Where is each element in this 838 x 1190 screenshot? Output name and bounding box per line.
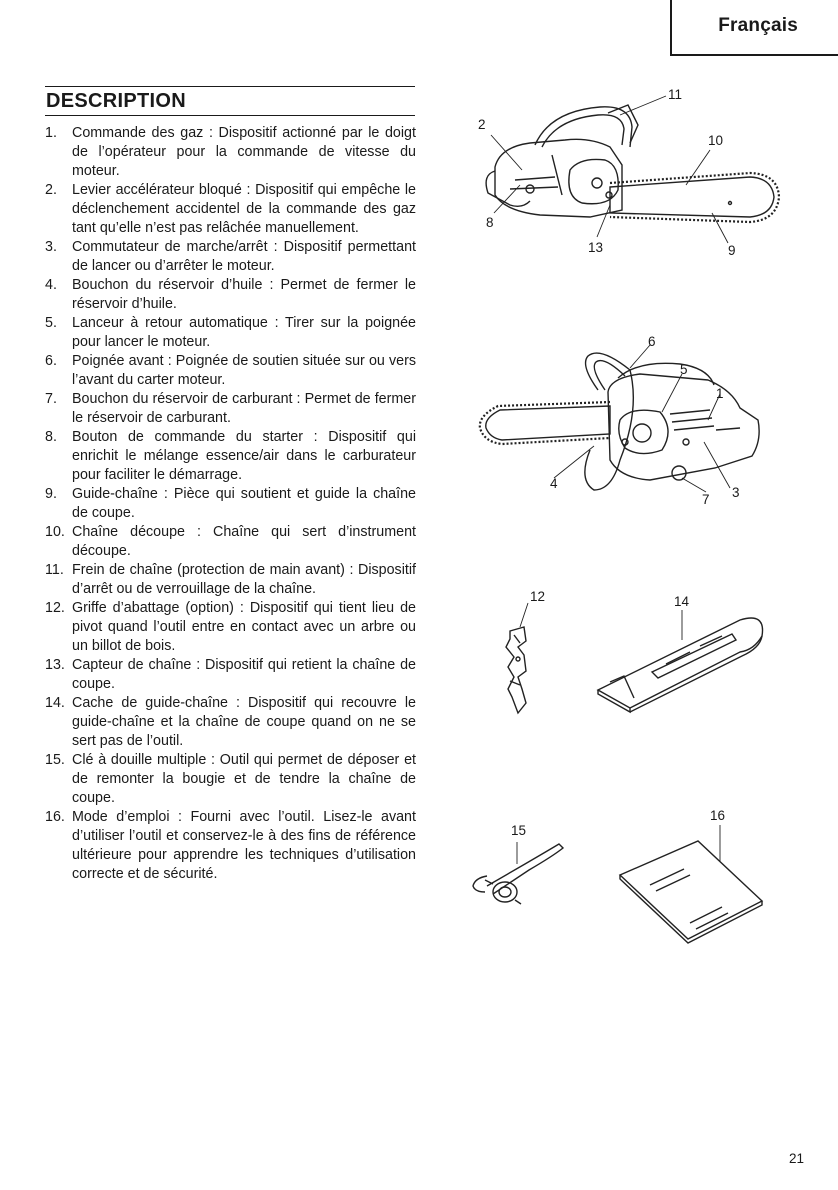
list-item bbox=[45, 352, 416, 390]
item-text: Chaîne découpe : Chaîne qui sert d’instrument découpe. bbox=[72, 524, 416, 559]
item-number: 5. bbox=[45, 315, 57, 331]
callout-1: 1 bbox=[716, 386, 724, 401]
list-item bbox=[45, 390, 416, 428]
section-title: DESCRIPTION bbox=[46, 90, 186, 112]
bar-cover-figure bbox=[590, 590, 770, 715]
chainsaw-left-view-figure bbox=[470, 85, 838, 260]
callout-4: 4 bbox=[550, 476, 558, 491]
list-item bbox=[45, 561, 416, 599]
felling-dog-drawing bbox=[480, 585, 570, 720]
callout-14: 14 bbox=[674, 594, 690, 609]
manual-figure bbox=[610, 805, 770, 945]
chainsaw-right-view-drawing bbox=[470, 330, 770, 515]
section-heading bbox=[45, 86, 415, 116]
item-number: 4. bbox=[45, 277, 57, 293]
list-item bbox=[45, 276, 416, 314]
item-text: Bouchon du réservoir de carburant : Permet de fermer le réservoir de carburant. bbox=[72, 391, 416, 426]
list-item bbox=[45, 428, 416, 485]
wrench-figure bbox=[465, 820, 575, 915]
item-text: Poignée avant : Poignée de soutien située sur ou vers l’avant du carter moteur. bbox=[72, 353, 416, 388]
list-item bbox=[45, 314, 416, 352]
list-item bbox=[45, 124, 416, 181]
item-number: 7. bbox=[45, 391, 57, 407]
item-number: 2. bbox=[45, 182, 57, 198]
item-text: Clé à douille multiple : Outil qui permet de déposer et de remonter la bougie et de tendre la chaîne de coupe. bbox=[72, 752, 416, 806]
callout-13: 13 bbox=[588, 240, 604, 255]
callout-10: 10 bbox=[708, 133, 724, 148]
chainsaw-right-view-figure bbox=[470, 330, 770, 515]
item-number: 1. bbox=[45, 125, 57, 141]
item-number: 9. bbox=[45, 486, 57, 502]
description-list bbox=[45, 124, 416, 884]
list-item bbox=[45, 485, 416, 523]
list-item bbox=[45, 808, 416, 884]
list-item bbox=[45, 523, 416, 561]
item-number: 3. bbox=[45, 239, 57, 255]
chainsaw-left-view-drawing bbox=[470, 85, 838, 260]
item-number: 12. bbox=[45, 600, 65, 616]
item-text: Levier accélérateur bloqué : Dispositif qui empêche le déclenchement accidentel de la commande des gaz tant qu’elle n’est pas relâchée manuellement. bbox=[72, 182, 416, 236]
item-text: Bouton de commande du starter : Dispositif qui enrichit le mélange essence/air dans le carburateur pour faciliter le démarrage. bbox=[72, 429, 416, 483]
item-number: 15. bbox=[45, 752, 65, 768]
item-number: 11. bbox=[45, 562, 64, 578]
list-item bbox=[45, 599, 416, 656]
item-text: Commande des gaz : Dispositif actionné par le doigt de l’opérateur pour la commande de vitesse du moteur. bbox=[72, 125, 416, 179]
callout-7: 7 bbox=[702, 492, 710, 507]
item-text: Bouchon du réservoir d’huile : Permet de fermer le réservoir d’huile. bbox=[72, 277, 416, 312]
callout-11: 11 bbox=[668, 87, 683, 102]
callout-12: 12 bbox=[530, 589, 546, 604]
felling-dog-figure bbox=[480, 585, 570, 720]
item-number: 8. bbox=[45, 429, 57, 445]
list-item bbox=[45, 694, 416, 751]
list-item bbox=[45, 656, 416, 694]
callout-8: 8 bbox=[486, 215, 494, 230]
item-number: 16. bbox=[45, 809, 65, 825]
item-text: Commutateur de marche/arrêt : Dispositif permettant de lancer ou d’arrêter le moteur. bbox=[72, 239, 416, 274]
callout-15: 15 bbox=[511, 823, 527, 838]
item-text: Cache de guide-chaîne : Dispositif qui recouvre le guide-chaîne et la chaîne de coupe quand on ne se sert pas de l’outil. bbox=[72, 695, 416, 749]
item-text: Capteur de chaîne : Dispositif qui retient la chaîne de coupe. bbox=[72, 657, 416, 692]
item-text: Guide-chaîne : Pièce qui soutient et guide la chaîne de coupe. bbox=[72, 486, 416, 521]
item-text: Lanceur à retour automatique : Tirer sur la poignée pour lancer le moteur. bbox=[72, 315, 416, 350]
callout-5: 5 bbox=[680, 362, 688, 377]
list-item bbox=[45, 751, 416, 808]
item-number: 14. bbox=[45, 695, 65, 711]
manual-drawing bbox=[610, 805, 770, 945]
item-text: Mode d’emploi : Fourni avec l’outil. Lisez-le avant d’utiliser l’outil et conservez-le à des fins de référence ultérieure pour apprendre les techniques d’utilisation correcte et de sécurité. bbox=[72, 809, 416, 882]
callout-9: 9 bbox=[728, 243, 736, 258]
list-item bbox=[45, 238, 416, 276]
language-label: Français bbox=[718, 15, 798, 36]
language-tab bbox=[670, 0, 838, 56]
item-text: Griffe d’abattage (option) : Dispositif qui tient lieu de pivot quand l’outil entre en contact avec un arbre ou un billot de bois. bbox=[72, 600, 416, 654]
callout-3: 3 bbox=[732, 485, 740, 500]
item-number: 10. bbox=[45, 524, 65, 540]
item-number: 13. bbox=[45, 657, 65, 673]
callout-6: 6 bbox=[648, 334, 656, 349]
item-number: 6. bbox=[45, 353, 57, 369]
callout-2: 2 bbox=[478, 117, 486, 132]
list-item bbox=[45, 181, 416, 238]
page-number: 21 bbox=[789, 1151, 805, 1166]
item-text: Frein de chaîne (protection de main avant) : Dispositif d’arrêt ou de verrouillage de la chaîne. bbox=[72, 562, 416, 597]
callout-16: 16 bbox=[710, 808, 726, 823]
